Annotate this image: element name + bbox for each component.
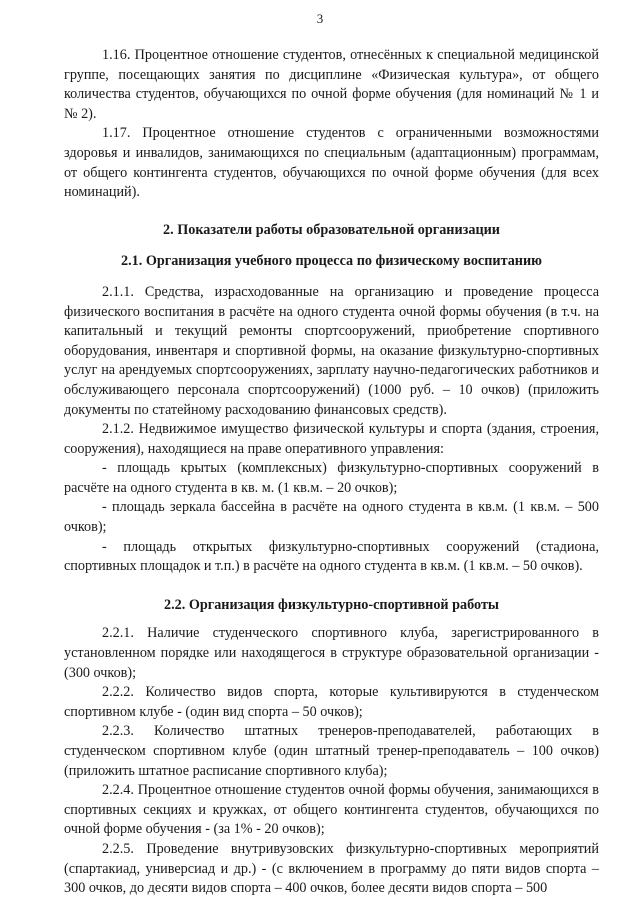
paragraph-2-1-1: 2.1.1. Средства, израсходованные на организацию и проведение процесса физического воспитания в расчёте на одного студента очной формы обучения (в т.ч. на капитальный и текущий ремонты спортсооружений, приобретение спортивного оборудования, инвентаря и спортивной формы, на оказание физкультурно-спортивных услуг на арендуемых спортсооружениях, зарплату научно-педагогических работников и обслуживающего персонала спортсооружений) (1000 руб. – 10 очков) (приложить документы по статейному расходованию финансовых средств). bbox=[64, 283, 599, 418]
paragraph-1-16: 1.16. Процентное отношение студентов, отнесённых к специальной медицинской группе, посещающих занятия по дисциплине «Физическая культура», от общего количества студентов, обучающихся по очной форме обучения (для номинаций № 1 и № 2). bbox=[64, 47, 599, 122]
paragraph-2-1-2: 2.1.2. Недвижимое имущество физической культуры и спорта (здания, строения, сооружения), находящиеся на праве оперативного управления: bbox=[64, 421, 599, 457]
section-2-1-heading: 2.1. Организация учебного процесса по физическому воспитанию bbox=[121, 253, 542, 270]
section-2-heading: 2. Показатели работы образовательной организации bbox=[163, 221, 500, 238]
page-number: 3 bbox=[316, 11, 324, 26]
list-item-pool-area: - площадь зеркала бассейна в расчёте на одного студента в кв.м. (1 кв.м. – 500 очков); bbox=[64, 499, 599, 536]
paragraph-2-2-3: 2.2.3. Количество штатных тренеров-преподавателей, работающих в студенческом спортивном клубе (один штатный тренер-преподаватель – 100 очков) (приложить штатное расписание спортивного клуба); bbox=[64, 723, 599, 779]
paragraph-2-2-1: 2.2.1. Наличие студенческого спортивного клуба, зарегистрированного в установленном порядке или находящегося в структуре образовательной организации - (300 очков); bbox=[64, 625, 599, 681]
list-item-covered-facilities: - площадь крытых (комплексных) физкультурно-спортивных сооружений в расчёте на одного студента в кв. м. (1 кв.м. – 20 очков); bbox=[64, 460, 599, 496]
section-2-2-heading: 2.2. Организация физкультурно-спортивной работы bbox=[164, 596, 499, 613]
paragraph-2-2-5: 2.2.5. Проведение внутривузовских физкультурно-спортивных мероприятий (спартакиад, универсиад и др.) - (с включением в программу до пяти видов спорта – 300 очков, до десяти видов спорта – 400 очков, более десяти видов спорта – 500 bbox=[64, 840, 599, 897]
list-item-open-facilities: - площадь открытых физкультурно-спортивных сооружений (стадиона, спортивных площадок и т.п.) в расчёте на одного студента в кв.м. (1 кв.м. – 50 очков). bbox=[64, 538, 599, 575]
paragraph-2-2-2: 2.2.2. Количество видов спорта, которые культивируются в студенческом спортивном клубе - (один вид спорта – 50 очков); bbox=[64, 684, 599, 720]
paragraph-2-2-4: 2.2.4. Процентное отношение студентов очной формы обучения, занимающихся в спортивных секциях и кружках, от общего контингента студентов, обучающихся по очной форме обучения - (за 1% - 20 очков); bbox=[64, 782, 599, 838]
paragraph-1-17: 1.17. Процентное отношение студентов с ограниченными возможностями здоровья и инвалидов, занимающихся по специальным (адаптационным) программам, от общего контингента студентов, обучающихся по очной форме обучения (для всех номинаций). bbox=[64, 125, 599, 201]
document-body bbox=[64, 46, 599, 899]
